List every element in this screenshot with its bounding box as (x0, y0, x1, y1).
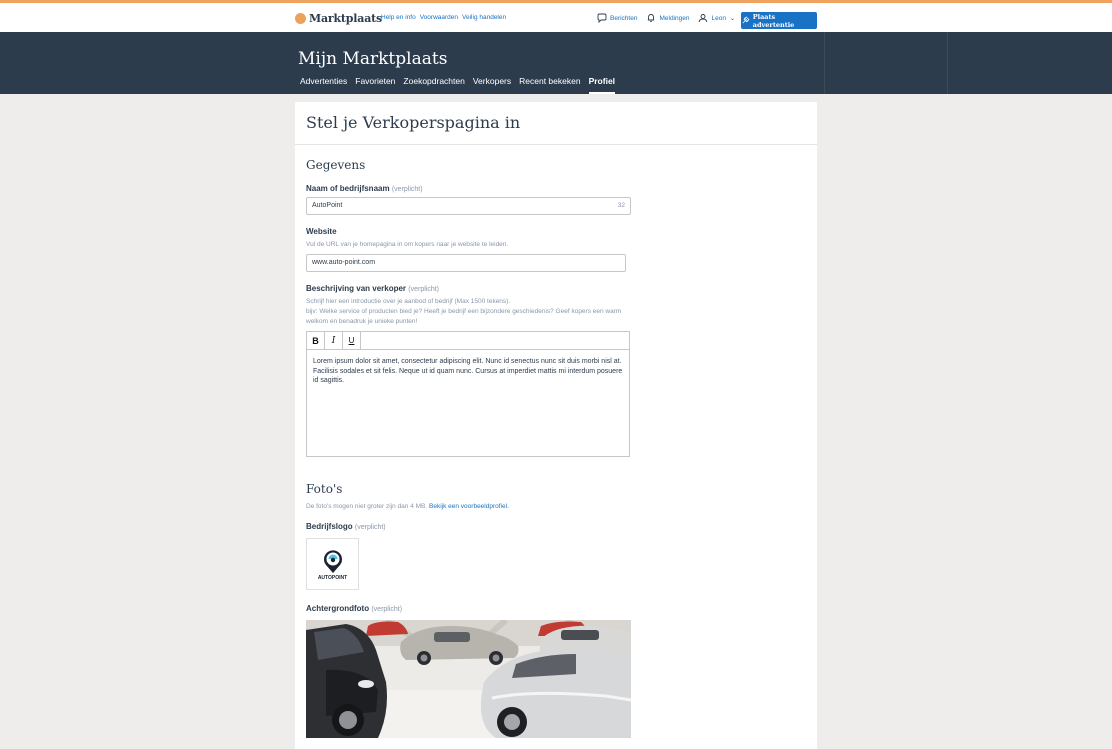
required-tag: (verplicht) (391, 186, 423, 193)
user-icon (698, 13, 708, 23)
top-navigation-bar (0, 0, 1112, 32)
help-link[interactable]: Help en info (381, 14, 416, 21)
tab-recent-bekeken[interactable]: Recent bekeken (519, 76, 581, 86)
section-title: Mijn Marktplaats (298, 49, 448, 69)
divider (824, 32, 825, 94)
tab-verkopers[interactable]: Verkopers (472, 76, 512, 86)
photos-hint (306, 502, 706, 512)
top-right-menu (597, 13, 744, 23)
bell-icon (646, 13, 656, 23)
description-label (306, 284, 439, 293)
notifications-label: Meldingen (659, 14, 690, 22)
background-photo[interactable] (306, 620, 631, 738)
chat-icon (597, 13, 607, 23)
website-label: Website (306, 227, 337, 236)
background-label-text: Achtergrondfoto (306, 604, 370, 613)
terms-link[interactable]: Voorwaarden (419, 14, 459, 21)
description-hint-line: Schrijf hier een introductie over je aanbod of bedrijf (Max 1500 tekens). (306, 298, 511, 305)
bold-button[interactable]: B (307, 332, 325, 349)
required-tag: (verplicht) (371, 606, 403, 613)
messages-label: Berichten (610, 14, 638, 22)
required-tag: (verplicht) (408, 286, 440, 293)
marktplaats-logo[interactable] (295, 12, 382, 25)
name-label-text: Naam of bedrijfsnaam (306, 184, 390, 193)
editor-toolbar (307, 332, 629, 350)
description-hint (306, 297, 626, 327)
logo-label-text: Bedrijfslogo (306, 522, 353, 531)
description-textarea[interactable]: Lorem ipsum dolor sit amet, consectetur adipiscing elit. Nunc id senectus nunc sit duis morbi nisl at. Facilisis sodales et sit felis. Neque ut id quam nunc. Cursus at imperdiet mattis mi interdum posuere id sagittis. (313, 358, 623, 384)
underline-button[interactable]: U (343, 332, 361, 349)
description-editor[interactable] (306, 331, 630, 457)
italic-button[interactable]: I (325, 332, 343, 349)
logo-dot-icon (295, 13, 306, 24)
tab-favorieten[interactable]: Favorieten (355, 76, 396, 86)
messages-link[interactable] (597, 13, 637, 23)
notifications-link[interactable] (646, 13, 689, 23)
company-logo-upload[interactable] (306, 538, 359, 590)
website-hint: Vul de URL van je homepagina in om kopers naar je website te leiden. (306, 241, 509, 248)
top-links (381, 14, 506, 21)
required-tag: (verplicht) (354, 524, 386, 531)
user-menu[interactable] (698, 13, 735, 23)
website-value: www.auto-point.com (312, 259, 376, 266)
example-profile-link[interactable]: Bekijk een voorbeeldprofiel. (429, 503, 509, 510)
pin-icon (741, 16, 750, 25)
name-label (306, 184, 423, 193)
logo-label (306, 522, 386, 531)
chevron-down-icon: ⌄ (729, 15, 735, 22)
character-counter: 32 (617, 202, 625, 209)
photos-heading: Foto's (306, 482, 343, 496)
car-showroom-image (306, 620, 631, 738)
tab-zoekopdrachten[interactable]: Zoekopdrachten (403, 76, 465, 86)
autopoint-logo-icon (320, 548, 346, 574)
description-label-text: Beschrijving van verkoper (306, 284, 407, 293)
name-input[interactable] (306, 197, 631, 215)
details-heading: Gegevens (306, 158, 366, 172)
divider (947, 32, 948, 94)
seller-page-form (295, 102, 817, 749)
page-title: Stel je Verkoperspagina in (306, 113, 521, 132)
logo-wordmark: AUTOPOINT (317, 574, 348, 581)
description-example: bijv: Welke service of producten bied je? Heeft je bedrijf een bijzondere geschiedenis? Geef kopers een warm welkom en benadruk je unieke punten! (306, 308, 622, 325)
tab-advertenties[interactable]: Advertenties (300, 76, 348, 86)
logo-text: Marktplaats (309, 12, 383, 25)
background-photo-label (306, 604, 402, 613)
place-ad-button[interactable] (741, 12, 817, 29)
user-label: Leon (711, 14, 726, 22)
account-tabs (300, 76, 615, 94)
photos-hint-text: De foto's mogen niet groter zijn dan 4 MB. (306, 503, 428, 510)
place-ad-label: Plaats advertentie (752, 12, 795, 29)
tab-profiel[interactable]: Profiel (589, 76, 615, 94)
name-value: AutoPoint (312, 202, 343, 209)
safe-trading-link[interactable]: Veilig handelen (462, 14, 507, 21)
my-marktplaats-header (0, 32, 1112, 94)
website-input[interactable] (306, 254, 626, 272)
